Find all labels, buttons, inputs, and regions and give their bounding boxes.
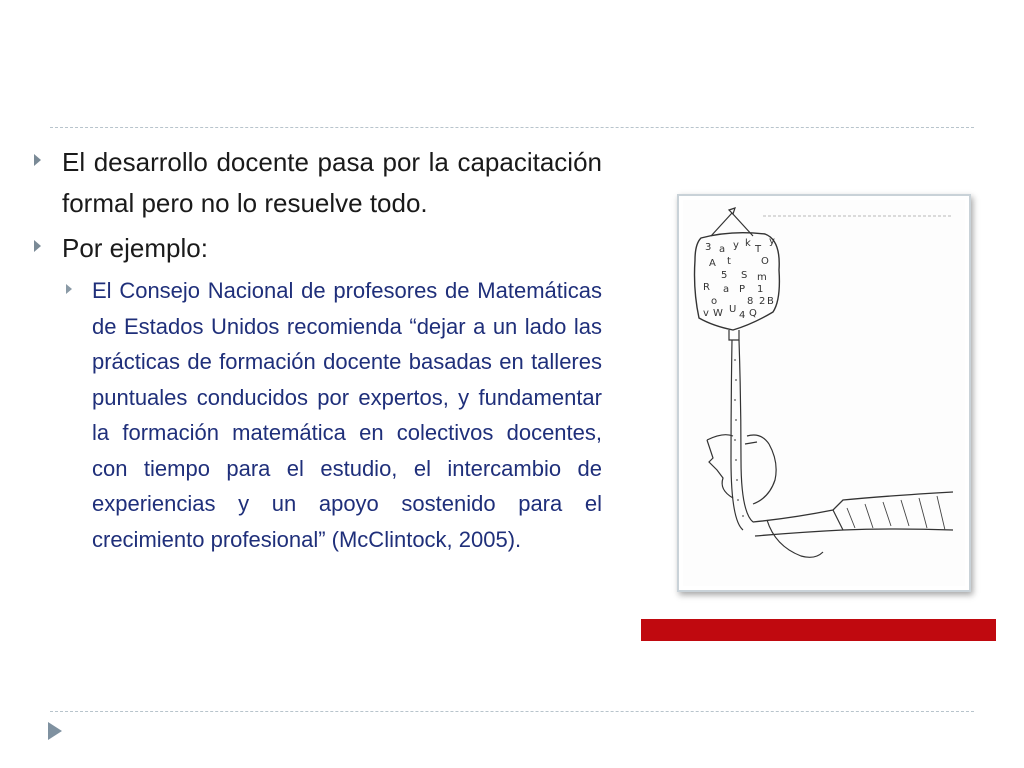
bullet-1 xyxy=(32,142,602,224)
svg-text:1: 1 xyxy=(757,284,764,295)
svg-text:t: t xyxy=(727,256,731,267)
accent-red-bar xyxy=(641,619,996,641)
cartoon-illustration xyxy=(677,194,971,592)
svg-text:3: 3 xyxy=(705,242,712,253)
top-divider xyxy=(50,127,974,128)
bullet-arrow-icon xyxy=(34,240,41,252)
svg-text:o: o xyxy=(711,296,718,307)
bullet-1-text: El desarrollo docente pasa por la capacitación formal pero no lo resuelve todo. xyxy=(62,147,602,218)
svg-text:5: 5 xyxy=(721,270,728,281)
svg-text:P: P xyxy=(739,284,746,295)
next-slide-arrow-icon[interactable] xyxy=(48,722,62,740)
bullet-2 xyxy=(32,228,602,269)
svg-text:2: 2 xyxy=(759,296,766,307)
sub-bullet-1-text: El Consejo Nacional de profesores de Matemáticas de Estados Unidos recomienda “dejar a un lado las prácticas de formación docente basadas en talleres puntuales conducidos por expertos, y fundamentar la formación matemática en colectivos docentes, con tiempo para el estudio, el intercambio de experiencias y un apoyo sostenido para el crecimiento profesional” (McClintock, 2005). xyxy=(92,278,602,552)
bottom-divider xyxy=(50,711,974,712)
svg-text:4: 4 xyxy=(739,310,746,321)
svg-text:R: R xyxy=(703,282,710,293)
svg-text:a: a xyxy=(719,244,726,255)
svg-text:T: T xyxy=(755,244,762,255)
svg-text:y: y xyxy=(769,236,775,247)
svg-text:S: S xyxy=(741,270,748,281)
svg-text:a: a xyxy=(723,284,730,295)
svg-text:A: A xyxy=(709,258,716,269)
svg-text:W: W xyxy=(713,308,723,319)
svg-text:U: U xyxy=(729,304,737,315)
bullet-2-text: Por ejemplo: xyxy=(62,233,208,263)
svg-text:m: m xyxy=(757,272,767,283)
svg-text:B: B xyxy=(767,296,774,307)
svg-text:k: k xyxy=(745,238,751,249)
svg-text:y: y xyxy=(733,240,739,251)
bullet-arrow-icon xyxy=(34,154,41,166)
svg-text:8: 8 xyxy=(747,296,754,307)
slide-body xyxy=(32,140,602,557)
iv-bag-cartoon-icon xyxy=(683,200,965,586)
sub-bullet-1 xyxy=(32,273,602,557)
sub-bullet-arrow-icon xyxy=(66,284,72,294)
svg-text:O: O xyxy=(761,256,769,267)
svg-text:Q: Q xyxy=(749,308,757,319)
svg-text:v: v xyxy=(703,308,709,319)
